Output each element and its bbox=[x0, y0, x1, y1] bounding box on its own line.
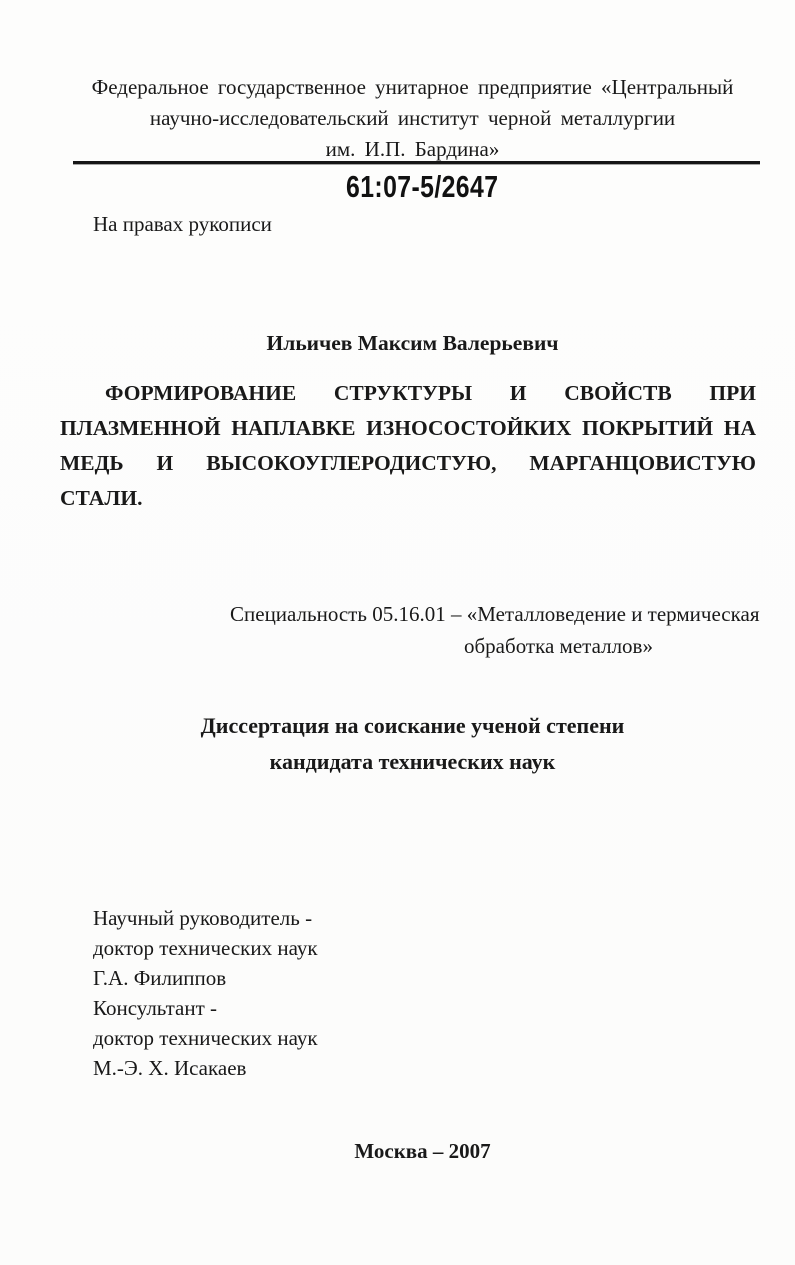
institution-line-2: научно-исследовательский институт черной металлургии bbox=[149, 106, 676, 130]
degree-line-2: кандидата технических наук bbox=[269, 749, 556, 774]
title-line-2: ПЛАЗМЕННОЙ НАПЛАВКЕ ИЗНОСОСТОЙКИХ ПОКРЫТИЙ НА bbox=[60, 416, 756, 440]
title-line-3: МЕДЬ И ВЫСОКОУГЛЕРОДИСТУЮ, МАРГАНЦОВИСТУЮ СТАЛИ. bbox=[60, 451, 756, 510]
credits-consultant-degree: доктор технических наук bbox=[93, 1026, 318, 1050]
title-line-1: ФОРМИРОВАНИЕ СТРУКТУРЫ И СВОЙСТВ ПРИ bbox=[105, 381, 756, 405]
institution-line-1: Федеральное государственное унитарное предприятие «Центральный bbox=[91, 75, 734, 99]
manuscript-rights-note: На правах рукописи bbox=[93, 212, 272, 236]
credits-consultant-name: М.-Э. Х. Исакаев bbox=[93, 1056, 247, 1080]
specialty-line-2: обработка металлов» bbox=[464, 634, 653, 658]
credits-supervisor-name: Г.А. Филиппов bbox=[93, 966, 227, 990]
supervisor-consultant-block bbox=[93, 903, 318, 1083]
specialty-statement bbox=[55, 598, 770, 662]
catalog-number bbox=[75, 168, 770, 212]
catalog-number-stamp: 61:07-5/2647 bbox=[346, 169, 499, 204]
dissertation-title bbox=[60, 376, 756, 516]
degree-line-1: Диссертация на соискание ученой степени bbox=[200, 713, 625, 738]
header-divider-rule bbox=[73, 161, 760, 164]
author-name: Ильичев Максим Валерьевич bbox=[266, 331, 559, 355]
credits-supervisor-label: Научный руководитель - bbox=[93, 906, 313, 930]
credits-consultant-label: Консультант - bbox=[93, 996, 217, 1020]
institution-line-3: им. И.П. Бардина» bbox=[325, 137, 500, 161]
city-year-imprint: Москва – 2007 bbox=[354, 1139, 491, 1163]
institution-name bbox=[55, 72, 770, 165]
credits-supervisor-degree: доктор технических наук bbox=[93, 936, 318, 960]
specialty-line-1: Специальность 05.16.01 – «Металловедение и термическая bbox=[230, 602, 760, 626]
degree-statement bbox=[55, 708, 770, 780]
